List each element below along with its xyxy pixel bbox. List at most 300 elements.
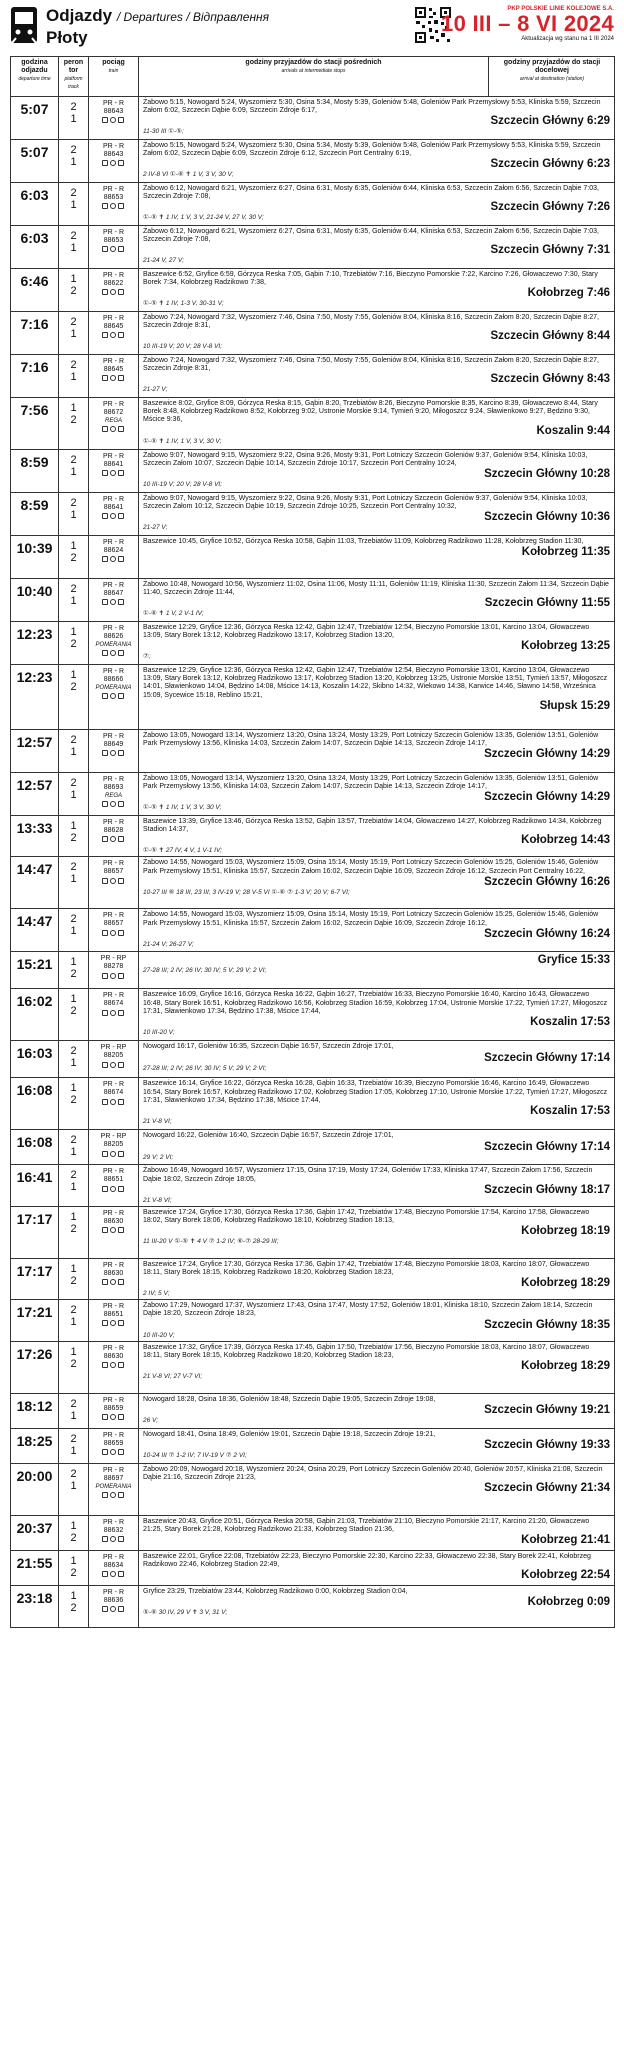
wheelchair-icon [102, 1571, 108, 1577]
amenities [89, 246, 138, 254]
train-number: 88645 [103, 323, 124, 330]
wheelchair-icon [102, 650, 108, 656]
intermediate-stops: Baszewice 12:29, Gryfice 12:36, Górzyca Reska 12:42, Gąbin 12:47, Trzebiatów 12:54, Bieczyno Pomorskie 13:01, Karcino 13:04, Głowaczewo 13:09, Stary Borek 13:12, Kołobrzeg Radzikowo 13:17, Kołobrzeg Stadion 13:20, [143, 624, 590, 640]
operating-days: 10 III-19 V; 20 V; 28 V-8 VI; [143, 343, 223, 351]
ticket-icon [118, 1151, 124, 1157]
platform-cell [59, 1463, 89, 1515]
operating-days: ①-⑥ ✝ 1 V, 2 V-1 IV; [143, 610, 204, 618]
departure-time: 16:02 [11, 989, 59, 1041]
track-number: 1 [70, 242, 77, 254]
ticket-icon [118, 1099, 124, 1105]
track-number: 1 [70, 156, 77, 168]
table-row [11, 183, 615, 226]
table-row [11, 1078, 615, 1130]
amenities [89, 1536, 138, 1544]
stops-cell [139, 493, 615, 536]
bicycle-icon [110, 693, 116, 699]
intermediate-stops: Baszewice 16:14, Gryfice 16:22, Górzyca Reska 16:28, Gąbin 16:33, Trzebiatów 16:39, Bieczyno Pomorskie 16:46, Karcino 16:49, Głowaczewo 16:54, Stary Borek 16:57, Kołobrzeg Radzikowo 17:02, Kołobrzeg Stadion 17:05, Kołobrzeg 17:10, Ustronie Morskie 17:22, Tymień 17:27, Miłogoszcz 17:31, Sławienkowo 17:34, Będzino 17:38, Mścice 17:44, [143, 1080, 608, 1104]
platform-cell [59, 312, 89, 355]
platform-number: 1 [70, 1210, 77, 1223]
intermediate-stops: Żabowo 7:24, Nowogard 7:32, Wyszomierz 7:46, Osina 7:50, Mosty 7:55, Goleniów 8:04, Kliniska 8:16, Szczecin Załom 8:20, Szczecin Dąbie 8:27, Szczecin Zdroje 8:31, [143, 314, 599, 330]
destination-arrival: Szczecin Główny 6:29 [490, 115, 610, 128]
stops-cell [139, 312, 615, 355]
bicycle-icon [110, 246, 116, 252]
validity-period: 10 III – 8 VI 2024 [441, 11, 614, 36]
train-brand: POMERANIA [95, 1483, 132, 1490]
platform-cell [59, 665, 89, 730]
bicycle-icon [110, 1320, 116, 1326]
train-number: 88278 [103, 963, 124, 971]
intermediate-stops: Baszewice 10:45, Gryfice 10:52, Górzyca Reska 10:58, Gąbin 11:03, Trzebiatów 11:09, Kołobrzeg Radzikowo 11:28, Kołobrzeg Stadion 11:30, [143, 538, 584, 545]
intermediate-stops: Żabowo 10:48, Nowogard 10:56, Wyszomierz 11:02, Osina 11:06, Mosty 11:11, Goleniów 11:19, Kliniska 11:30, Szczecin Załom 11:34, Szczecin Dąbie 11:40, Szczecin Zdroje 11:44, [143, 581, 609, 597]
train-brand: POMERANIA [95, 685, 132, 691]
platform-cell [59, 1341, 89, 1393]
train-cell [89, 773, 139, 816]
wheelchair-icon [102, 1536, 108, 1542]
bicycle-icon [110, 470, 116, 476]
ticket-icon [118, 1414, 124, 1420]
train-cell [89, 579, 139, 622]
train-number: 88672 [103, 409, 124, 416]
operating-days: 21-27 V; [143, 386, 168, 394]
ticket-icon [118, 1320, 124, 1326]
stops-cell [139, 1300, 615, 1341]
destination-arrival: Szczecin Główny 18:17 [484, 1183, 610, 1196]
train-number: 88632 [103, 1526, 124, 1534]
train-cell [89, 622, 139, 665]
bicycle-icon [110, 1186, 116, 1192]
departure-time: 7:16 [11, 355, 59, 398]
bicycle-icon [110, 1062, 116, 1068]
departure-time: 16:08 [11, 1078, 59, 1130]
ticket-icon [118, 1362, 124, 1368]
bicycle-icon [110, 160, 116, 166]
wheelchair-icon [102, 1151, 108, 1157]
stops-cell [139, 183, 615, 226]
track-number: 2 [70, 1274, 77, 1287]
train-number: 88205 [103, 1141, 124, 1149]
wheelchair-icon [102, 693, 108, 699]
platform-cell [59, 450, 89, 493]
table-row [11, 355, 615, 398]
train-cell [89, 355, 139, 398]
bicycle-icon [110, 836, 116, 842]
track-number: 2 [70, 1222, 77, 1235]
platform-number: 1 [70, 820, 77, 832]
train-cell [89, 312, 139, 355]
platform-number: 2 [70, 1397, 77, 1410]
operating-days: 11-30 III ①-⑤; [143, 128, 184, 136]
train-category: PR - R [103, 539, 124, 546]
train-brand: REGA [104, 418, 122, 424]
train-cell [89, 226, 139, 269]
stops-cell [139, 1341, 615, 1393]
train-category: PR - R [103, 496, 124, 503]
ticket-icon [118, 599, 124, 605]
table-row [11, 909, 615, 952]
amenities [89, 1227, 138, 1235]
train-number: 88659 [103, 1404, 124, 1412]
page-title: Odjazdy / Departures / Відправлення [46, 6, 270, 25]
stops-cell [139, 1393, 615, 1428]
platform-number: 2 [70, 187, 77, 199]
intermediate-stops: Żabowo 17:29, Nowogard 17:37, Wyszomierz 17:43, Osina 17:47, Mosty 17:52, Goleniów 18:01, Kliniska 18:10, Szczecin Załom 18:14, Szczecin Dąbie 18:20, Szczecin Zdroje 18:23, [143, 1302, 593, 1318]
train-number: 88645 [103, 366, 124, 373]
operating-days: ⑤-⑥ 30 IV, 29 V ✝ 3 V, 31 V; [143, 1608, 228, 1616]
train-number: 88630 [103, 1269, 124, 1277]
ticket-icon [118, 1279, 124, 1285]
bicycle-icon [110, 599, 116, 605]
track-number: 1 [70, 746, 77, 758]
platform-cell [59, 493, 89, 536]
departure-time: 12:57 [11, 730, 59, 773]
train-category: PR - R [103, 229, 124, 236]
stops-cell [139, 1463, 615, 1515]
platform-number: 2 [70, 913, 77, 926]
platform-number: 2 [70, 777, 77, 789]
stops-cell [139, 1041, 615, 1078]
wheelchair-icon [102, 1062, 108, 1068]
bicycle-icon [110, 878, 116, 884]
wheelchair-icon [102, 470, 108, 476]
destination-arrival: Szczecin Główny 10:36 [484, 511, 610, 524]
amenities [89, 1606, 138, 1614]
departure-time: 12:23 [11, 665, 59, 730]
ticket-icon [118, 1492, 124, 1498]
train-category: PR - R [103, 1303, 124, 1311]
track-number: 2 [70, 414, 77, 426]
table-row [11, 1341, 615, 1393]
table-row [11, 579, 615, 622]
departure-time: 12:23 [11, 622, 59, 665]
train-category: PR - R [103, 272, 124, 279]
train-cell [89, 1165, 139, 1206]
ticket-icon [118, 1606, 124, 1612]
train-cell [89, 140, 139, 183]
table-row [11, 269, 615, 312]
intermediate-stops: Żabowo 5:15, Nowogard 5:24, Wyszomierz 5:30, Osina 5:34, Mosty 5:39, Goleniów 5:48, Goleniów Park Przemysłowy 5:53, Kliniska 5:59, Szczecin Załom 6:02, Szczecin Dąbie 6:09, Szczecin Zdroje 6:12, Szczecin Port Centralny 6:19, [143, 142, 601, 158]
train-category: PR - R [103, 733, 124, 740]
bicycle-icon [110, 1279, 116, 1285]
operating-days: ①-⑤ ✝ 1 IV, 1 V, 3 V, 30 V; [143, 437, 222, 445]
destination-arrival: Szczecin Główny 19:21 [484, 1403, 610, 1416]
stops-cell [139, 140, 615, 183]
track-number: 1 [70, 509, 77, 521]
departure-time: 23:18 [11, 1585, 59, 1627]
intermediate-stops: Żabowo 6:12, Nowogard 6:21, Wyszomierz 6:27, Osina 6:31, Mosty 6:35, Goleniów 6:44, Kliniska 6:53, Szczecin Załom 6:56, Szczecin Dąbie 7:03, Szczecin Zdroje 7:08, [143, 185, 599, 201]
operating-days: 10-24 III ⑦ 1-2 IV; 7 IV-19 V ⑦ 2 VI; [143, 1451, 247, 1459]
departure-time: 17:17 [11, 1258, 59, 1299]
wheelchair-icon [102, 1449, 108, 1455]
intermediate-stops: Baszewice 8:02, Gryfice 8:09, Górzyca Reska 8:15, Gąbin 8:20, Trzebiatów 8:26, Bieczyno Pomorskie 8:35, Karcino 8:39, Głowaczewo 8:44, Stary Borek 8:48, Kołobrzeg Radzikowo 8:52, Kołobrzeg 9:02, Ustronie Morskie 9:14, Tymień 9:20, Miłogoszcz 9:24, Sławienkowo 9:27, Będzino 9:30, Mścice 9:36, [143, 400, 598, 424]
platform-cell [59, 1300, 89, 1341]
destination-arrival: Szczecin Główny 17:14 [484, 1051, 610, 1064]
wheelchair-icon [102, 1010, 108, 1016]
amenities [89, 1414, 138, 1422]
train-category: PR - R [103, 1168, 124, 1176]
train-cell [89, 1078, 139, 1130]
ticket-icon [118, 1536, 124, 1542]
track-number: 2 [70, 285, 77, 297]
ticket-icon [118, 836, 124, 842]
stops-cell [139, 355, 615, 398]
bicycle-icon [110, 1414, 116, 1420]
stops-cell [139, 1165, 615, 1206]
train-cell [89, 1300, 139, 1341]
platform-number: 1 [70, 993, 77, 1006]
header [10, 6, 614, 56]
stops-cell [139, 536, 615, 579]
destination-arrival: Szczecin Główny 19:33 [484, 1438, 610, 1451]
amenities [89, 1279, 138, 1287]
track-number: 1 [70, 1181, 77, 1194]
track-number: 1 [70, 371, 77, 383]
bicycle-icon [110, 289, 116, 295]
bicycle-icon [110, 973, 116, 979]
train-cell [89, 1341, 139, 1393]
track-number: 2 [70, 638, 77, 650]
ticket-icon [118, 1449, 124, 1455]
operating-days: 27-28 III; 2 IV; 26 IV; 30 IV; 5 V; 29 V; 2 VI; [143, 1064, 267, 1072]
train-number: 88205 [103, 1052, 124, 1060]
train-number: 88651 [103, 1311, 124, 1319]
table-row [11, 1550, 615, 1585]
train-departure-icon [10, 6, 38, 44]
operating-days: 21-27 V; [143, 524, 168, 532]
header-left [10, 6, 269, 49]
table-row [11, 816, 615, 857]
train-category: PR - R [103, 143, 124, 150]
amenities [89, 1098, 138, 1106]
departure-time: 17:17 [11, 1206, 59, 1258]
ticket-icon [118, 160, 124, 166]
platform-number: 1 [70, 540, 77, 552]
platform-number: 2 [70, 1304, 77, 1317]
wheelchair-icon [102, 332, 108, 338]
operating-days: 2 IV-8 VI ①-⑥ ✝ 1 V, 3 V, 30 V; [143, 171, 234, 179]
destination-arrival: Kołobrzeg 21:41 [521, 1534, 610, 1547]
col-platform-header: peron tor platform track [59, 57, 89, 97]
col-time-header: godzina odjazdu departure time [11, 57, 59, 97]
departure-time: 20:37 [11, 1515, 59, 1550]
train-category: PR - RP [100, 1044, 127, 1052]
wheelchair-icon [102, 556, 108, 562]
wheelchair-icon [102, 117, 108, 123]
train-category: PR - R [103, 401, 124, 408]
intermediate-stops: Baszewice 22:01, Gryfice 22:08, Trzebiatów 22:23, Bieczyno Pomorskie 22:30, Karcino 22:33, Głowaczewo 22:38, Stary Borek 22:41, Kołobrzeg Radzikowo 22:46, Kołobrzeg Stadion 22:49, [143, 1552, 591, 1568]
ticket-icon [118, 513, 124, 519]
destination-arrival: Kołobrzeg 11:35 [521, 546, 610, 559]
destination-arrival: Szczecin Główny 7:31 [490, 244, 610, 257]
platform-cell [59, 1550, 89, 1585]
platform-number: 2 [70, 861, 77, 874]
train-cell [89, 1585, 139, 1627]
destination-arrival: Szczecin Główny 18:35 [484, 1318, 610, 1331]
platform-number: 2 [70, 1467, 77, 1480]
destination-arrival: Kołobrzeg 18:19 [521, 1225, 610, 1238]
platform-cell [59, 355, 89, 398]
track-number: 1 [70, 873, 77, 886]
bicycle-icon [110, 1571, 116, 1577]
platform-cell [59, 1130, 89, 1165]
destination-arrival: Szczecin Główny 8:44 [490, 330, 610, 343]
operating-days: ①-⑤ ✝ 1 IV, 1 V, 3 V, 30 V; [143, 804, 222, 812]
table-row [11, 312, 615, 355]
train-category: PR - RP [100, 1133, 127, 1141]
destination-arrival: Szczecin Główny 14:29 [484, 791, 610, 804]
destination-arrival: Kołobrzeg 18:29 [521, 1277, 610, 1290]
train-cell [89, 1550, 139, 1585]
departure-time: 16:03 [11, 1041, 59, 1078]
bicycle-icon [110, 1010, 116, 1016]
operating-days: 10 III-20 V; [143, 1331, 175, 1339]
ticket-icon [118, 801, 124, 807]
track-number: 2 [70, 552, 77, 564]
departure-time: 10:39 [11, 536, 59, 579]
operating-days: 29 V; 2 VI; [143, 1153, 174, 1161]
train-number: 88630 [103, 1352, 124, 1360]
train-cell [89, 1206, 139, 1258]
operating-days: 10 III-20 V; [143, 1029, 175, 1037]
bicycle-icon [110, 1449, 116, 1455]
amenities [89, 1150, 138, 1158]
platform-cell [59, 1428, 89, 1463]
table-row [11, 665, 615, 730]
destination-arrival: Kołobrzeg 14:43 [521, 834, 610, 847]
operating-days: 27-28 III; 2 IV; 26 IV; 30 IV; 5 V; 29 V; 2 VI; [143, 967, 267, 975]
operating-days: 21-24 V; 26-27 V; [143, 940, 194, 948]
table-row [11, 1130, 615, 1165]
intermediate-stops: Baszewice 13:39, Gryfice 13:46, Górzyca Reska 13:52, Gąbin 13:57, Trzebiatów 14:04, Głowaczewo 14:27, Kołobrzeg Radzikowo 14:34, Kołobrzeg Stadion 14:37, [143, 818, 602, 834]
track-number: 1 [70, 328, 77, 340]
destination-arrival: Szczecin Główny 8:43 [490, 373, 610, 386]
stops-cell [139, 269, 615, 312]
departure-time: 5:07 [11, 97, 59, 140]
ticket-icon [118, 693, 124, 699]
table-row [11, 1463, 615, 1515]
train-category: PR - R [103, 100, 124, 107]
departure-time: 17:21 [11, 1300, 59, 1341]
platform-cell [59, 816, 89, 857]
wheelchair-icon [102, 1186, 108, 1192]
platform-cell [59, 773, 89, 816]
table-row [11, 622, 615, 665]
amenities [89, 972, 138, 980]
table-row [11, 450, 615, 493]
amenities [89, 289, 138, 297]
platform-number: 2 [70, 144, 77, 156]
train-category: PR - R [103, 1396, 124, 1404]
stops-cell [139, 989, 615, 1041]
bicycle-icon [110, 750, 116, 756]
destination-arrival: Kołobrzeg 18:29 [521, 1360, 610, 1373]
intermediate-stops: Żabowo 6:12, Nowogard 6:21, Wyszomierz 6:27, Osina 6:31, Mosty 6:35, Goleniów 6:44, Kliniska 6:53, Szczecin Załom 6:56, Szczecin Dąbie 7:03, Szczecin Zdroje 7:08, [143, 228, 599, 244]
destination-arrival: Koszalin 9:44 [536, 424, 610, 437]
operating-days: 21-24 V, 27 V; [143, 257, 184, 265]
train-category: PR - R [103, 1518, 124, 1526]
wheelchair-icon [102, 973, 108, 979]
track-number: 2 [70, 681, 77, 693]
table-row [11, 989, 615, 1041]
train-cell [89, 989, 139, 1041]
operating-days: 21 V-8 VI; [143, 1196, 172, 1204]
amenities [89, 1185, 138, 1193]
train-category: PR - R [103, 776, 124, 783]
train-category: PR - R [103, 1261, 124, 1269]
intermediate-stops: Żabowo 9:07, Nowogard 9:15, Wyszomierz 9:22, Osina 9:26, Mosty 9:31, Port Lotniczy Szczecin Goleniów 9:37, Goleniów 9:54, Kliniska 10:03, Szczecin Załom 10:12, Szczecin Dąbie 10:19, Szczecin Zdroje 10:25, Szczecin Port Centralny 10:32, [143, 495, 588, 511]
platform-cell [59, 909, 89, 952]
train-number: 88653 [103, 237, 124, 244]
train-number: 88626 [103, 633, 124, 640]
platform-number: 1 [70, 1082, 77, 1095]
platform-number: 1 [70, 402, 77, 414]
track-number: 2 [70, 832, 77, 844]
train-number: 88653 [103, 194, 124, 201]
amenities [89, 650, 138, 658]
station-name: Płoty [46, 28, 88, 47]
wheelchair-icon [102, 878, 108, 884]
train-number: 88693 [103, 784, 124, 791]
train-category: PR - R [103, 1209, 124, 1217]
departure-time: 17:26 [11, 1341, 59, 1393]
header-right [441, 6, 614, 42]
wheelchair-icon [102, 513, 108, 519]
amenities [89, 1320, 138, 1328]
platform-cell [59, 622, 89, 665]
train-number: 88643 [103, 108, 124, 115]
train-category: PR - R [103, 992, 124, 1000]
platform-number: 2 [70, 1169, 77, 1182]
train-brand: POMERANIA [95, 642, 132, 648]
train-number: 88659 [103, 1439, 124, 1447]
destination-arrival: Szczecin Główny 10:28 [484, 468, 610, 481]
track-number: 1 [70, 789, 77, 801]
intermediate-stops: Nowogard 16:22, Goleniów 16:40, Szczecin Dąbie 16:57, Szczecin Zdroje 17:01, [143, 1132, 394, 1140]
train-cell [89, 97, 139, 140]
intermediate-stops: Nowogard 18:28, Osina 18:36, Goleniów 18:48, Szczecin Dąbie 19:05, Szczecin Zdroje 19:08, [143, 1395, 436, 1403]
destination-arrival: Kołobrzeg 13:25 [521, 640, 610, 653]
stops-cell [139, 1550, 615, 1585]
wheelchair-icon [102, 801, 108, 807]
stops-cell [139, 665, 615, 730]
train-number: 88647 [103, 590, 124, 597]
platform-cell [59, 730, 89, 773]
platform-number: 2 [70, 497, 77, 509]
amenities [89, 556, 138, 564]
amenities [89, 203, 138, 211]
train-cell [89, 1393, 139, 1428]
table-row [11, 952, 615, 989]
platform-number: 1 [70, 1262, 77, 1275]
train-number: 88643 [103, 151, 124, 158]
track-number: 1 [70, 466, 77, 478]
train-number: 88628 [103, 827, 124, 834]
wheelchair-icon [102, 930, 108, 936]
stops-cell [139, 816, 615, 857]
platform-cell [59, 1078, 89, 1130]
train-cell [89, 665, 139, 730]
departure-time: 13:33 [11, 816, 59, 857]
train-category: PR - R [103, 1081, 124, 1089]
ticket-icon [118, 650, 124, 656]
col-train-header: pociąg train [89, 57, 139, 97]
platform-cell [59, 952, 89, 989]
amenities [89, 1571, 138, 1579]
train-category: PR - R [103, 912, 124, 920]
track-number: 2 [70, 1357, 77, 1370]
destination-arrival: Szczecin Główny 17:14 [484, 1140, 610, 1153]
train-category: PR - R [103, 315, 124, 322]
